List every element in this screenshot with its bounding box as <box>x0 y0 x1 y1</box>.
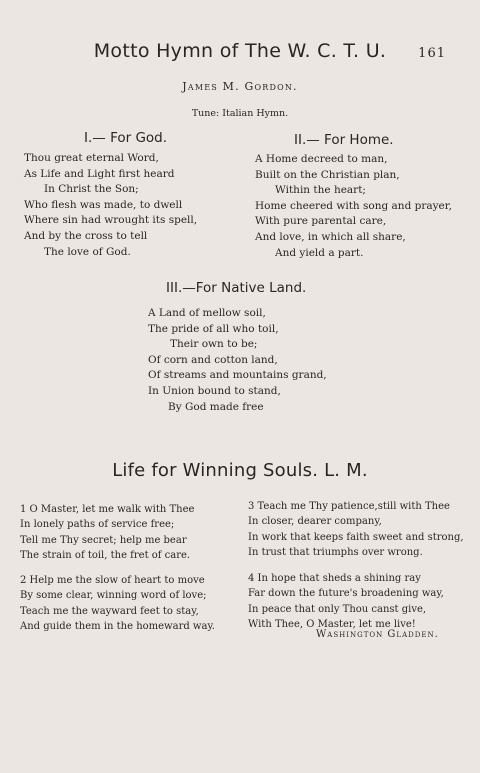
poem-line: As Life and Light first heard <box>24 167 175 180</box>
hymn-line: 4 In hope that sheds a shining ray <box>248 573 421 584</box>
hymn-line: Teach me the wayward feet to stay, <box>20 605 199 617</box>
hymn-line: 1 O Master, let me walk with Thee <box>20 504 195 515</box>
hymn-line: In lonely paths of service free; <box>20 519 175 531</box>
hymn-line: 2 Help me the slow of heart to move <box>20 575 205 586</box>
poem-line: The pride of all who toil, <box>148 322 279 335</box>
poem-line: In Christ the Son; <box>44 183 139 196</box>
hymn-stanza-2 <box>20 573 215 634</box>
hymn-line: By some clear, winning word of love; <box>20 590 207 602</box>
section-heading-for-native-land: III.—For Native Land. <box>166 280 307 296</box>
hymn-line: In closer, dearer company, <box>248 516 382 528</box>
author-name: James M. Gordon. <box>182 80 298 93</box>
poem-line: Where sin had wrought its spell, <box>24 214 198 227</box>
poem-line: Who flesh was made, to dwell <box>24 198 183 211</box>
hymn-stanza-4 <box>248 571 444 632</box>
poem-line: By God made free <box>168 400 264 413</box>
stanza-for-god <box>24 151 197 260</box>
poem-line: Built on the Christian plan, <box>255 168 400 181</box>
poem-line: And love, in which all share, <box>255 230 406 243</box>
poem-line: In Union bound to stand, <box>148 384 281 397</box>
section-heading-for-god: I.— For God. <box>84 130 168 146</box>
poem-line: Their own to be; <box>170 338 258 351</box>
poem-line: Within the heart; <box>275 184 366 197</box>
poem-line: Of corn and cotton land, <box>148 353 278 366</box>
hymn-stanza-3 <box>248 499 464 560</box>
hymn-stanza-1 <box>20 502 194 563</box>
hymn-line: Tell me Thy secret; help me bear <box>20 534 187 546</box>
poem-line: Thou great eternal Word, <box>24 152 159 164</box>
poem-line: Home cheered with song and prayer, <box>255 199 452 212</box>
hymn-line: In peace that only Thou canst give, <box>248 603 427 615</box>
poem-line: And yield a part. <box>275 246 364 259</box>
hymn-title: Motto Hymn of The W. C. T. U. <box>93 40 387 62</box>
section-heading-for-home: II.— For Home. <box>294 132 394 148</box>
poem-line: With pure parental care, <box>255 215 387 228</box>
poem-line: And by the cross to tell <box>24 229 148 242</box>
hymn-line: In work that keeps faith sweet and strong, <box>248 531 464 543</box>
stanza-for-native-land <box>148 306 327 415</box>
hymn-line: Far down the future's broadening way, <box>248 588 444 600</box>
poem-line: Of streams and mountains grand, <box>148 369 327 382</box>
hymn-signature: Washington Gladden. <box>316 629 439 640</box>
second-hymn-title: Life for Winning Souls. L. M. <box>112 460 368 481</box>
poem-line: A Land of mellow soil, <box>148 307 266 319</box>
page-number: 161 <box>418 46 446 61</box>
poem-line: The love of God. <box>44 245 131 258</box>
hymn-line: With Thee, O Master, let me live! <box>248 618 416 630</box>
hymn-line: In trust that triumphs over wrong. <box>248 546 423 558</box>
hymn-line: The strain of toil, the fret of care. <box>20 549 191 561</box>
hymn-line: And guide them in the homeward way. <box>20 620 215 632</box>
tune-note: Tune: Italian Hymn. <box>191 108 289 119</box>
hymn-line: 3 Teach me Thy patience,still with Thee <box>248 501 450 512</box>
poem-line: A Home decreed to man, <box>255 153 388 165</box>
stanza-for-home <box>255 152 452 261</box>
